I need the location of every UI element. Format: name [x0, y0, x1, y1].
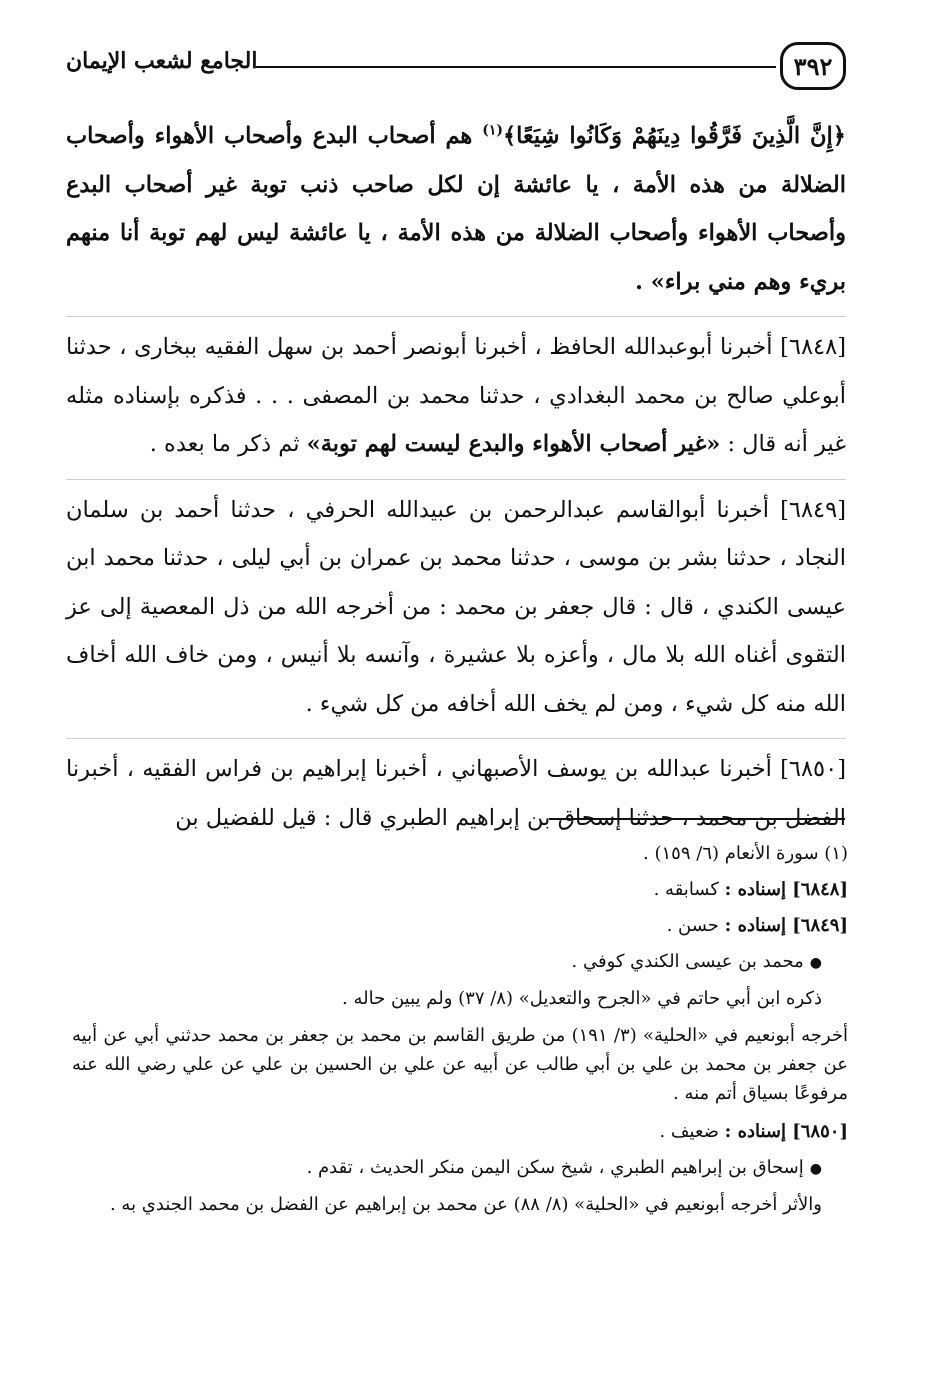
paragraph-6850 [66, 738, 846, 842]
footnote-1: (١) سورة الأنعام (٦/ ١٥٩) . [643, 843, 848, 864]
footnote-label: [٦٨٥٠] إسناده : [724, 1121, 848, 1142]
footnote-text: إسحاق بن إبراهيم الطبري ، شيخ سكن اليمن منكر الحديث ، تقدم . [306, 1157, 804, 1178]
quoted-text: «غير أصحاب الأهواء والبدع ليست لهم توبة» [306, 431, 721, 457]
footnote-narrator-2 [72, 1150, 848, 1187]
paragraph-text: ثم ذكر ما بعده . [149, 431, 307, 457]
hadith-number: [٦٨٤٨] [780, 334, 846, 360]
bullet-icon: ● [809, 955, 822, 971]
footnote-label: [٦٨٤٩] إسناده : [724, 915, 848, 936]
paragraph-6848 [66, 316, 846, 469]
quran-verse: ﴿إِنَّ الَّذِينَ فَرَّقُوا دِينَهُمْ وَكَانُوا شِيَعًا﴾ [502, 123, 846, 149]
footnote-label: [٦٨٤٨] إسناده : [724, 879, 848, 900]
footnote-narrator [72, 944, 848, 981]
bullet-icon: ● [809, 1161, 822, 1177]
main-text [66, 112, 846, 852]
running-title: الجامع لشعب الإيمان [66, 48, 258, 74]
footnote-rule [549, 818, 845, 820]
page-header [66, 42, 846, 98]
hadith-number: [٦٨٤٩] [780, 496, 846, 523]
footnote-6848 [72, 872, 848, 908]
footnote-takhrij-2: والأثر أخرجه أبونعيم في «الحلية» (٨/ ٨٨) عن محمد بن إبراهيم عن الفضل بن محمد الجندي به . [109, 1194, 822, 1215]
paragraph-text: هم أصحاب البدع وأصحاب الأهواء وأصحاب الضلالة من هذه الأمة ، يا عائشة إن لكل صاحب ذنب توبة غير أصحاب البدع وأصحاب الأهواء وأصحاب الضلالة من هذه الأمة ، يا عائشة ليس لهم توبة أنا منهم بريء وهم مني براء» . [66, 123, 846, 295]
paragraph-text: أخبرنا عبدالله بن يوسف الأصبهاني ، أخبرنا إبراهيم بن فراس الفقيه ، أخبرنا الفضل بن محمد ، حدثنا إسحاق بن إبراهيم الطبري قال : قيل للفضيل بن [66, 756, 846, 831]
footnote-takhrij: أخرجه أبونعيم في «الحلية» (٣/ ١٩١) من طريق القاسم بن محمد بن جعفر بن محمد حدثني أبي عن أبيه عن جعفر بن محمد بن علي بن أبي طالب عن أبيه عن علي بن الحسين بن علي عن علي رضي الله عنه مرفوعًا بسياق أتم منه . [72, 1025, 848, 1104]
footnote-text: محمد بن عيسى الكندي كوفي . [571, 951, 804, 972]
footnote-text: كسابقه . [653, 879, 725, 900]
footnotes [72, 836, 848, 1223]
footnote-marker: (١) [482, 122, 503, 139]
hadith-number: [٦٨٥٠] [780, 756, 846, 782]
footnote-source: ذكره ابن أبي حاتم في «الجرح والتعديل» (٨/ ٣٧) ولم يبين حاله . [342, 988, 822, 1009]
header-rule [256, 66, 776, 68]
paragraph-6849 [66, 479, 846, 729]
paragraph-hadith-continuation [66, 112, 846, 306]
paragraph-text: أخبرنا أبوالقاسم عبدالرحمن بن عبيدالله الحرفي ، حدثنا أحمد بن سلمان النجاد ، حدثنا بشر بن موسى ، حدثنا محمد بن عمران بن أبي ليلى ، حدثنا محمد ابن عيسى الكندي ، قال : قال جعفر بن محمد : من أخرجه الله من ذل المعصية إلى عز التقوى أغناه الله بلا مال ، وأعزه بلا عشيرة ، وآنسه بلا أنيس ، ومن خاف الله أخاف الله منه كل شيء ، ومن لم يخف الله أخافه من كل شيء . [66, 496, 846, 717]
page-number: ٣٩٢ [780, 42, 846, 90]
paragraph-text: أخبرنا أبوعبدالله الحافظ ، أخبرنا أبونصر أحمد بن سهل الفقيه ببخارى ، حدثنا أبوعلي صالح بن محمد البغدادي ، حدثنا محمد بن المصفى . . . فذكره بإسناده مثله غير أنه قال : [66, 334, 846, 457]
footnote-text: حسن . [666, 915, 725, 936]
footnote-text: ضعيف . [659, 1121, 725, 1142]
footnote-6850 [72, 1114, 848, 1150]
footnote-6849 [72, 908, 848, 944]
